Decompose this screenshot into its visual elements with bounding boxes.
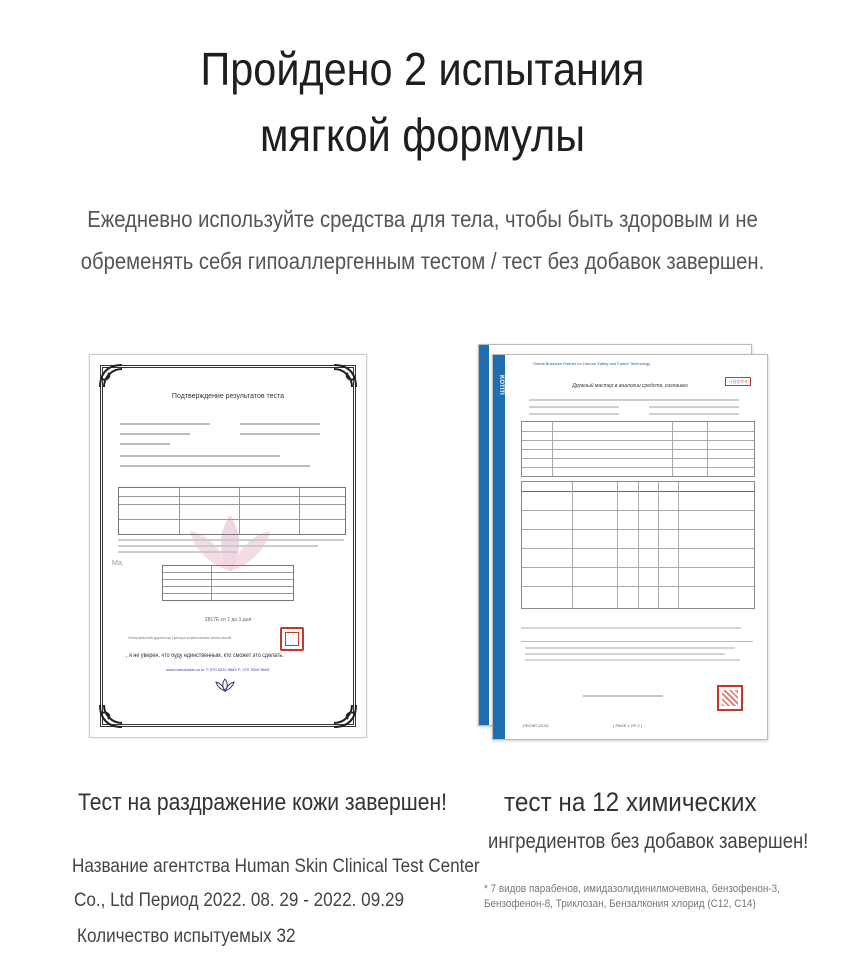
page-title-line2: мягкой формулы [260, 109, 585, 161]
ornament-icon [98, 703, 124, 729]
chemical-test-certificate [474, 344, 770, 740]
certificate-heading: Подтверждение результатов теста [171, 393, 285, 400]
sample-info-table [521, 421, 755, 477]
flower-logo-icon [214, 677, 236, 695]
ingredients-note-line1: * 7 видов парабенов, имидазолидинилмочевина, бензофенон-3, [484, 883, 780, 895]
signature-note: 2817E cn 1 до 1 дня [204, 617, 252, 623]
report-footer-code: DPCNP-23-02 [523, 723, 549, 728]
results-table [521, 481, 755, 609]
chemical-test-caption-line1: тест на 12 химических [504, 787, 757, 817]
agency-line: Название агентства Human Skin Clinical Test Center [72, 856, 480, 877]
subtitle-line1: Ежедневно используйте средства для тела, чтобы быть здоровым и не [87, 206, 758, 232]
subtitle-line2: обременять себя гипоаллергенным тестом / тест без добавок завершен. [80, 248, 765, 274]
official-seal-icon [717, 685, 743, 711]
report-title: Дружный мастер в аналогии средств, соглашен [572, 383, 688, 389]
signature-line [583, 695, 663, 697]
page-title-line1: Пройдено 2 испытания [200, 43, 645, 95]
chemical-test-caption-line2: ингредиентов без добавок завершен! [488, 830, 809, 853]
brand-label: KOTITI [498, 375, 504, 395]
result-notes [118, 537, 344, 553]
red-seal-icon [280, 627, 304, 651]
grade-table [162, 565, 294, 601]
period-line: Co., Ltd Период 2022. 08. 29 - 2022. 09.29 [74, 890, 404, 911]
certificate-statement: , я не уверен, что буду единственным, кто сможет это сделать. [126, 653, 284, 659]
ornament-icon [332, 363, 358, 389]
skin-test-certificate [89, 354, 367, 738]
blue-side-strip [493, 355, 505, 739]
ornament-icon [98, 363, 124, 389]
certificate-contact: www.humanskin.co.kr T: 070 5222 9663 F: 070 7500 9663 [166, 667, 270, 672]
subjects-line: Количество испытуемых 32 [77, 926, 296, 947]
org-header: Global Business Partner for Human Safety and Future Technology [533, 361, 651, 366]
report-badge: 시험성적서 [725, 377, 751, 386]
watermark-text: Ma. [112, 560, 124, 567]
certificate-front-sheet [492, 354, 768, 740]
stamp-caption: Генеральный директор Центра клинических испытаний [128, 635, 231, 640]
skin-test-caption: Тест на раздражение кожи завершен! [78, 789, 447, 816]
report-page-number: ( PAGE 1 OF 2 ) [613, 723, 643, 728]
report-meta [529, 397, 749, 419]
ingredients-note-line2: Бензофенон-8, Триклозан, Бензалкония хлорид (C12, C14) [484, 898, 756, 910]
ornament-icon [332, 703, 358, 729]
report-notes [521, 627, 753, 667]
certificate-info-block [120, 419, 336, 469]
result-table [118, 487, 346, 535]
